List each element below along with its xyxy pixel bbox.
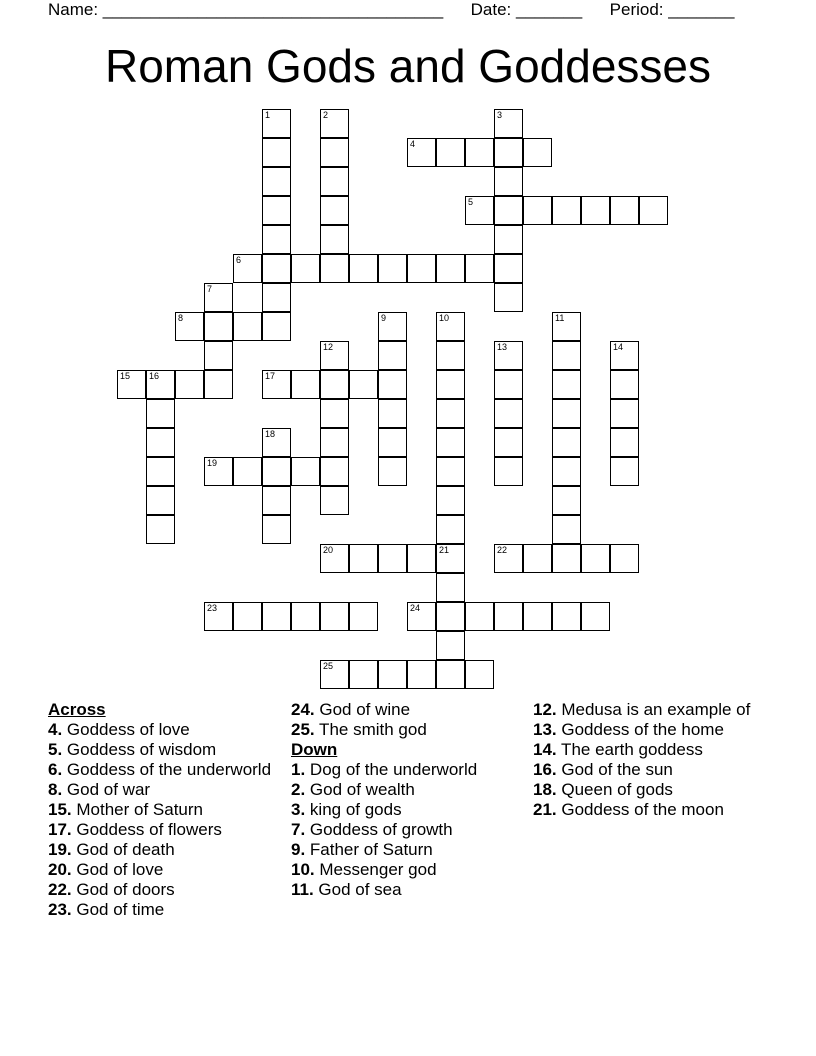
- down-clue: [291, 860, 526, 880]
- clue-number: 14: [613, 342, 624, 352]
- answer-cell[interactable]: [494, 167, 523, 196]
- answer-cell[interactable]: [349, 660, 378, 689]
- answer-cell[interactable]: [494, 457, 523, 486]
- clue-number: 18: [265, 429, 276, 439]
- answer-cell[interactable]: [320, 602, 349, 631]
- across-clue: [48, 900, 283, 920]
- answer-cell[interactable]: [610, 370, 639, 399]
- answer-cell[interactable]: [552, 602, 581, 631]
- answer-cell[interactable]: [407, 138, 436, 167]
- answer-cell[interactable]: [378, 341, 407, 370]
- answer-cell[interactable]: [204, 283, 233, 312]
- clue-number-label: 6.: [48, 760, 63, 779]
- answer-cell[interactable]: [204, 312, 233, 341]
- clue-number: 2: [323, 110, 329, 120]
- clue-text: God of sea: [313, 880, 402, 899]
- clue-text: Goddess of the underworld: [62, 760, 272, 779]
- clue-text: God of love: [71, 860, 164, 879]
- down-clue: [533, 720, 758, 740]
- clue-text: The smith god: [314, 720, 427, 739]
- answer-cell[interactable]: [262, 370, 291, 399]
- answer-cell[interactable]: [494, 109, 523, 138]
- answer-cell[interactable]: [378, 428, 407, 457]
- answer-cell[interactable]: [610, 341, 639, 370]
- answer-cell[interactable]: [320, 225, 349, 254]
- clue-text: Goddess of flowers: [71, 820, 222, 839]
- answer-cell[interactable]: [262, 225, 291, 254]
- answer-cell[interactable]: [610, 457, 639, 486]
- clue-text: God of death: [71, 840, 175, 859]
- answer-cell[interactable]: [262, 312, 291, 341]
- answer-cell[interactable]: [146, 486, 175, 515]
- clue-number: 16: [149, 371, 160, 381]
- answer-cell[interactable]: [146, 370, 175, 399]
- answer-cell[interactable]: [291, 602, 320, 631]
- answer-cell[interactable]: [378, 457, 407, 486]
- clue-column-1: [48, 700, 283, 920]
- clue-number-label: 20.: [48, 860, 72, 879]
- page-title: Roman Gods and Goddesses: [104, 40, 712, 92]
- answer-cell[interactable]: [262, 138, 291, 167]
- answer-cell[interactable]: [581, 544, 610, 573]
- answer-cell[interactable]: [494, 283, 523, 312]
- name-field-label: Name: ____________________________________: [48, 0, 444, 19]
- answer-cell[interactable]: [523, 138, 552, 167]
- answer-cell[interactable]: [262, 602, 291, 631]
- answer-cell[interactable]: [320, 196, 349, 225]
- answer-cell[interactable]: [552, 341, 581, 370]
- clue-text: God of wine: [314, 700, 411, 719]
- answer-cell[interactable]: [204, 602, 233, 631]
- clue-number: 19: [207, 458, 218, 468]
- down-clue: [291, 780, 526, 800]
- answer-cell[interactable]: [378, 399, 407, 428]
- answer-cell[interactable]: [494, 602, 523, 631]
- answer-cell[interactable]: [610, 544, 639, 573]
- down-clue: [533, 760, 758, 780]
- clue-text: Goddess of the home: [556, 720, 724, 739]
- answer-cell[interactable]: [552, 486, 581, 515]
- clue-text: God of doors: [71, 880, 175, 899]
- answer-cell[interactable]: [610, 399, 639, 428]
- answer-cell[interactable]: [436, 486, 465, 515]
- clue-number-label: 13.: [533, 720, 557, 739]
- answer-cell[interactable]: [349, 370, 378, 399]
- answer-cell[interactable]: [465, 254, 494, 283]
- clue-number-label: 4.: [48, 720, 63, 739]
- answer-cell[interactable]: [204, 457, 233, 486]
- answer-cell[interactable]: [407, 602, 436, 631]
- answer-cell[interactable]: [146, 515, 175, 544]
- answer-cell[interactable]: [494, 225, 523, 254]
- answer-cell[interactable]: [436, 602, 465, 631]
- down-clue: [291, 760, 526, 780]
- clue-text: Goddess of wisdom: [62, 740, 217, 759]
- answer-cell[interactable]: [523, 544, 552, 573]
- clue-text: God of time: [71, 900, 165, 919]
- clue-number: 8: [178, 313, 184, 323]
- answer-cell[interactable]: [465, 138, 494, 167]
- answer-cell[interactable]: [233, 312, 262, 341]
- answer-cell[interactable]: [465, 602, 494, 631]
- answer-cell[interactable]: [349, 602, 378, 631]
- across-clue: [291, 720, 526, 740]
- answer-cell[interactable]: [320, 486, 349, 515]
- answer-cell[interactable]: [581, 602, 610, 631]
- answer-cell[interactable]: [552, 370, 581, 399]
- answer-cell[interactable]: [465, 660, 494, 689]
- answer-cell[interactable]: [436, 457, 465, 486]
- clue-number-label: 1.: [291, 760, 306, 779]
- answer-cell[interactable]: [436, 573, 465, 602]
- answer-cell[interactable]: [552, 399, 581, 428]
- answer-cell[interactable]: [378, 660, 407, 689]
- clue-number-label: 19.: [48, 840, 72, 859]
- answer-cell[interactable]: [436, 138, 465, 167]
- down-clue: [533, 800, 758, 820]
- clue-number: 13: [497, 342, 508, 352]
- answer-cell[interactable]: [494, 341, 523, 370]
- answer-cell[interactable]: [581, 196, 610, 225]
- answer-cell[interactable]: [378, 370, 407, 399]
- clue-number-label: 15.: [48, 800, 72, 819]
- clue-number: 7: [207, 284, 213, 294]
- answer-cell[interactable]: [552, 544, 581, 573]
- down-clue: [533, 780, 758, 800]
- answer-cell[interactable]: [552, 428, 581, 457]
- clue-number-label: 16.: [533, 760, 557, 779]
- answer-cell[interactable]: [436, 544, 465, 573]
- across-clue: [48, 720, 283, 740]
- answer-cell[interactable]: [494, 370, 523, 399]
- answer-cell[interactable]: [610, 428, 639, 457]
- answer-cell[interactable]: [320, 428, 349, 457]
- answer-cell[interactable]: [552, 312, 581, 341]
- clue-text: God of wealth: [305, 780, 415, 799]
- answer-cell[interactable]: [552, 515, 581, 544]
- across-clue: [48, 780, 283, 800]
- clue-number: 21: [439, 545, 450, 555]
- clue-number: 17: [265, 371, 276, 381]
- answer-cell[interactable]: [494, 254, 523, 283]
- answer-cell[interactable]: [262, 109, 291, 138]
- clue-number-label: 3.: [291, 800, 306, 819]
- answer-cell[interactable]: [436, 515, 465, 544]
- clue-number-label: 10.: [291, 860, 315, 879]
- clue-text: Goddess of growth: [305, 820, 453, 839]
- clue-number: 20: [323, 545, 334, 555]
- clue-text: The earth goddess: [556, 740, 703, 759]
- clue-text: Mother of Saturn: [71, 800, 203, 819]
- answer-cell[interactable]: [262, 283, 291, 312]
- clue-text: Medusa is an example of: [556, 700, 751, 719]
- answer-cell[interactable]: [494, 399, 523, 428]
- answer-cell[interactable]: [262, 254, 291, 283]
- clue-number: 3: [497, 110, 503, 120]
- answer-cell[interactable]: [175, 312, 204, 341]
- answer-cell[interactable]: [320, 457, 349, 486]
- clue-text: king of gods: [305, 800, 402, 819]
- answer-cell[interactable]: [262, 457, 291, 486]
- answer-cell[interactable]: [465, 196, 494, 225]
- answer-cell[interactable]: [436, 428, 465, 457]
- clue-number: 10: [439, 313, 450, 323]
- across-heading: Across: [48, 700, 106, 719]
- across-clue: [48, 740, 283, 760]
- answer-cell[interactable]: [407, 660, 436, 689]
- clue-number: 5: [468, 197, 474, 207]
- clue-number: 1: [265, 110, 271, 120]
- answer-cell[interactable]: [552, 196, 581, 225]
- clue-number: 23: [207, 603, 218, 613]
- answer-cell[interactable]: [291, 457, 320, 486]
- clue-text: Goddess of the moon: [556, 800, 724, 819]
- clue-number-label: 23.: [48, 900, 72, 919]
- down-clue: [291, 880, 526, 900]
- clue-number-label: 2.: [291, 780, 306, 799]
- clue-column-3: [533, 700, 758, 820]
- answer-cell[interactable]: [233, 602, 262, 631]
- answer-cell[interactable]: [175, 370, 204, 399]
- answer-cell[interactable]: [610, 196, 639, 225]
- answer-cell[interactable]: [146, 399, 175, 428]
- answer-cell[interactable]: [378, 254, 407, 283]
- answer-cell[interactable]: [146, 457, 175, 486]
- clue-text: Dog of the underworld: [305, 760, 478, 779]
- answer-cell[interactable]: [117, 370, 146, 399]
- clue-number: 15: [120, 371, 131, 381]
- answer-cell[interactable]: [320, 254, 349, 283]
- clue-column-2: [291, 700, 526, 900]
- answer-cell[interactable]: [436, 631, 465, 660]
- answer-cell[interactable]: [262, 515, 291, 544]
- answer-cell[interactable]: [552, 457, 581, 486]
- answer-cell[interactable]: [639, 196, 668, 225]
- clue-number-label: 17.: [48, 820, 72, 839]
- answer-cell[interactable]: [320, 370, 349, 399]
- clue-number-label: 5.: [48, 740, 63, 759]
- clue-number-label: 9.: [291, 840, 306, 859]
- answer-cell[interactable]: [204, 370, 233, 399]
- down-clue: [291, 840, 526, 860]
- clue-text: God of war: [62, 780, 151, 799]
- across-clue: [48, 820, 283, 840]
- clue-text: God of the sun: [556, 760, 673, 779]
- down-heading: Down: [291, 740, 338, 759]
- answer-cell[interactable]: [436, 370, 465, 399]
- date-field-label: Date: _______: [470, 0, 583, 19]
- answer-cell[interactable]: [436, 254, 465, 283]
- answer-cell[interactable]: [494, 428, 523, 457]
- clue-number-label: 11.: [291, 880, 314, 899]
- clue-number: 6: [236, 255, 242, 265]
- clue-number: 22: [497, 545, 508, 555]
- answer-cell[interactable]: [320, 138, 349, 167]
- clue-number: 9: [381, 313, 387, 323]
- clue-number-label: 7.: [291, 820, 306, 839]
- answer-cell[interactable]: [349, 544, 378, 573]
- across-clue: [48, 760, 283, 780]
- answer-cell[interactable]: [262, 167, 291, 196]
- clue-text: Goddess of love: [62, 720, 190, 739]
- clue-number-label: 24.: [291, 700, 315, 719]
- answer-cell[interactable]: [378, 544, 407, 573]
- answer-cell[interactable]: [320, 399, 349, 428]
- answer-cell[interactable]: [291, 370, 320, 399]
- down-clue: [533, 740, 758, 760]
- answer-cell[interactable]: [320, 109, 349, 138]
- clue-number: 12: [323, 342, 334, 352]
- answer-cell[interactable]: [320, 660, 349, 689]
- answer-cell[interactable]: [436, 399, 465, 428]
- answer-cell[interactable]: [523, 196, 552, 225]
- answer-cell[interactable]: [262, 196, 291, 225]
- across-clue: [48, 840, 283, 860]
- across-clue: [48, 860, 283, 880]
- down-clue: [291, 820, 526, 840]
- answer-cell[interactable]: [204, 341, 233, 370]
- clue-text: Father of Saturn: [305, 840, 433, 859]
- answer-cell[interactable]: [320, 167, 349, 196]
- answer-cell[interactable]: [233, 457, 262, 486]
- clue-number-label: 25.: [291, 720, 315, 739]
- answer-cell[interactable]: [349, 254, 378, 283]
- answer-cell[interactable]: [320, 544, 349, 573]
- clue-number-label: 21.: [533, 800, 557, 819]
- answer-cell[interactable]: [291, 254, 320, 283]
- clue-number-label: 12.: [533, 700, 557, 719]
- clue-number: 11: [555, 313, 565, 323]
- across-clue: [291, 700, 526, 720]
- answer-cell[interactable]: [436, 660, 465, 689]
- answer-cell[interactable]: [146, 428, 175, 457]
- answer-cell[interactable]: [523, 602, 552, 631]
- down-clue: [291, 800, 526, 820]
- answer-cell[interactable]: [262, 428, 291, 457]
- clue-number: 25: [323, 661, 334, 671]
- clue-text: Queen of gods: [556, 780, 673, 799]
- answer-cell[interactable]: [436, 312, 465, 341]
- answer-cell[interactable]: [262, 486, 291, 515]
- across-clue: [48, 880, 283, 900]
- period-field-label: Period: _______: [609, 0, 735, 19]
- answer-cell[interactable]: [407, 544, 436, 573]
- clue-number: 24: [410, 603, 421, 613]
- answer-cell[interactable]: [320, 341, 349, 370]
- down-clue: [533, 700, 758, 720]
- clue-number: 4: [410, 139, 416, 149]
- clue-number-label: 8.: [48, 780, 63, 799]
- answer-cell[interactable]: [378, 312, 407, 341]
- answer-cell[interactable]: [436, 341, 465, 370]
- answer-cell[interactable]: [494, 544, 523, 573]
- clue-number-label: 18.: [533, 780, 557, 799]
- answer-cell[interactable]: [407, 254, 436, 283]
- clue-text: Messenger god: [314, 860, 437, 879]
- answer-cell[interactable]: [233, 254, 262, 283]
- answer-cell[interactable]: [494, 138, 523, 167]
- clue-number-label: 22.: [48, 880, 72, 899]
- answer-cell[interactable]: [494, 196, 523, 225]
- clue-number-label: 14.: [533, 740, 557, 759]
- across-clue: [48, 800, 283, 820]
